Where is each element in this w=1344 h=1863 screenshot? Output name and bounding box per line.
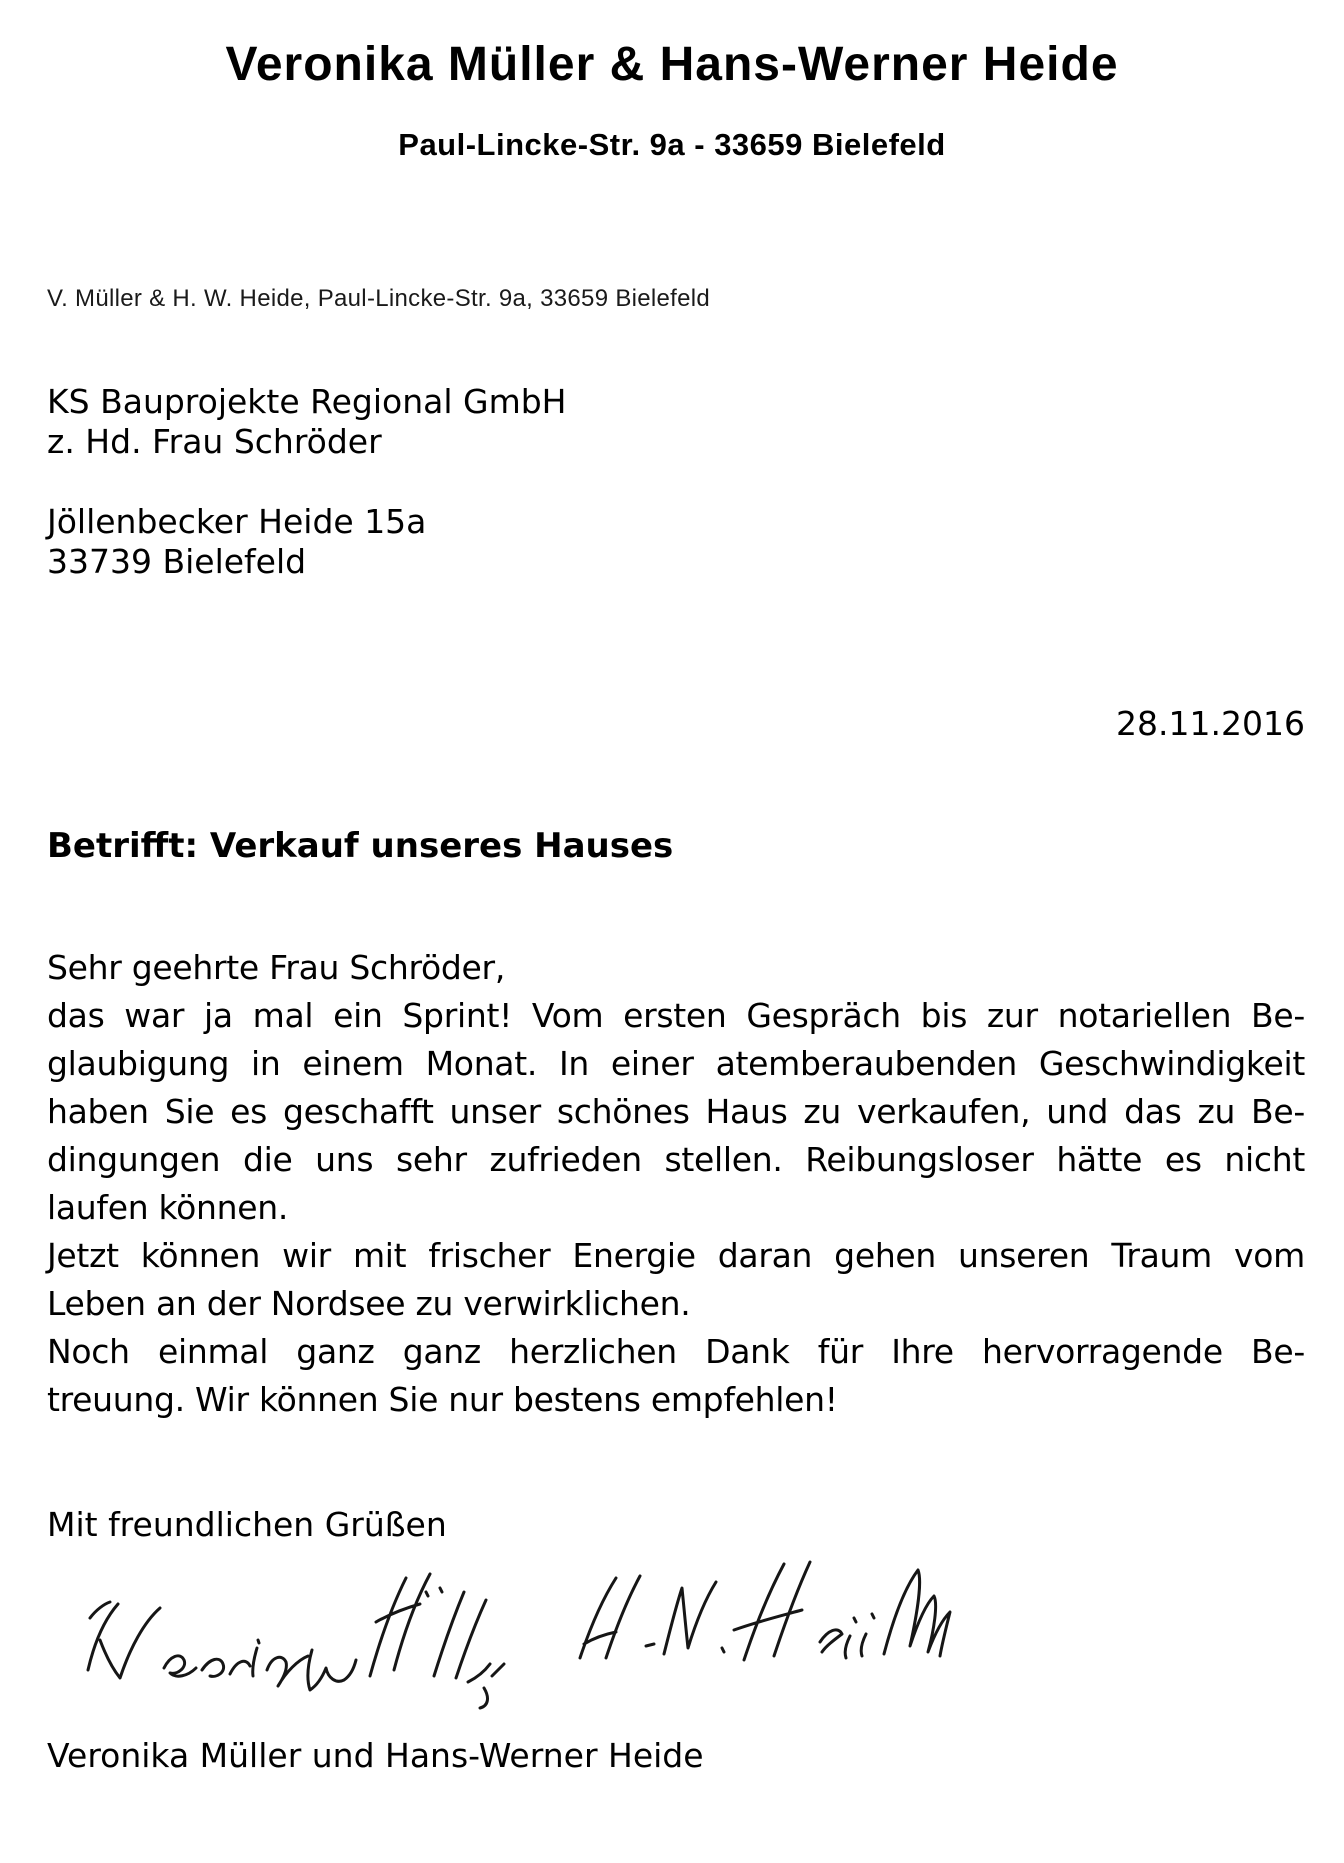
recipient-address-line: KS Bauprojekte Regional GmbH <box>47 382 567 421</box>
handwritten-signatures <box>60 1548 960 1723</box>
signature-hans-werner-heide <box>580 1562 950 1660</box>
body-line: Sehr geehrte Frau Schröder, <box>47 948 506 987</box>
body-line: Noch einmal ganz ganz herzlichen Dank für Ihre hervorragende Be- <box>47 1332 1305 1371</box>
body-line: Jetzt können wir mit frischer Energie daran gehen unseren Traum vom <box>47 1236 1305 1275</box>
body-line: treuung. Wir können Sie nur bestens empfehlen! <box>47 1380 838 1419</box>
sender-return-line: V. Müller & H. W. Heide, Paul-Lincke-Str. 9a, 33659 Bielefeld <box>47 285 711 312</box>
recipient-address-line <box>47 462 566 502</box>
subject-line: Betrifft: Verkauf unseres Hauses <box>47 826 674 866</box>
body-line: das war ja mal ein Sprint! Vom ersten Gespräch bis zur notariellen Be- <box>47 996 1305 1035</box>
body-line: dingungen die uns sehr zufrieden stellen. Reibungsloser hätte es nicht <box>47 1140 1305 1179</box>
letterhead-title: Veronika Müller & Hans-Werner Heide <box>225 38 1119 91</box>
letterhead-address: Paul-Lincke-Str. 9a - 33659 Bielefeld <box>398 127 946 162</box>
signature-veronika-mueller <box>88 1574 504 1708</box>
recipient-address-line: z. Hd. Frau Schröder <box>47 422 382 461</box>
recipient-address-line: 33739 Bielefeld <box>47 542 307 581</box>
closing-salutation: Mit freundlichen Grüßen <box>47 1505 447 1544</box>
letter-date: 28.11.2016 <box>1116 704 1305 743</box>
body-line: glaubigung in einem Monat. In einer atemberaubenden Geschwindigkeit <box>47 1044 1305 1083</box>
body-line: haben Sie es geschafft unser schönes Haus zu verkaufen, und das zu Be- <box>47 1092 1305 1131</box>
typed-signature-names: Veronika Müller und Hans-Werner Heide <box>47 1736 704 1775</box>
body-line: Leben an der Nordsee zu verwirklichen. <box>47 1284 691 1323</box>
recipient-address-block <box>47 382 566 582</box>
recipient-address-line: Jöllenbecker Heide 15a <box>47 502 427 541</box>
letter-body <box>47 944 1305 1424</box>
body-line: laufen können. <box>47 1188 289 1227</box>
signatures-svg <box>60 1548 960 1723</box>
